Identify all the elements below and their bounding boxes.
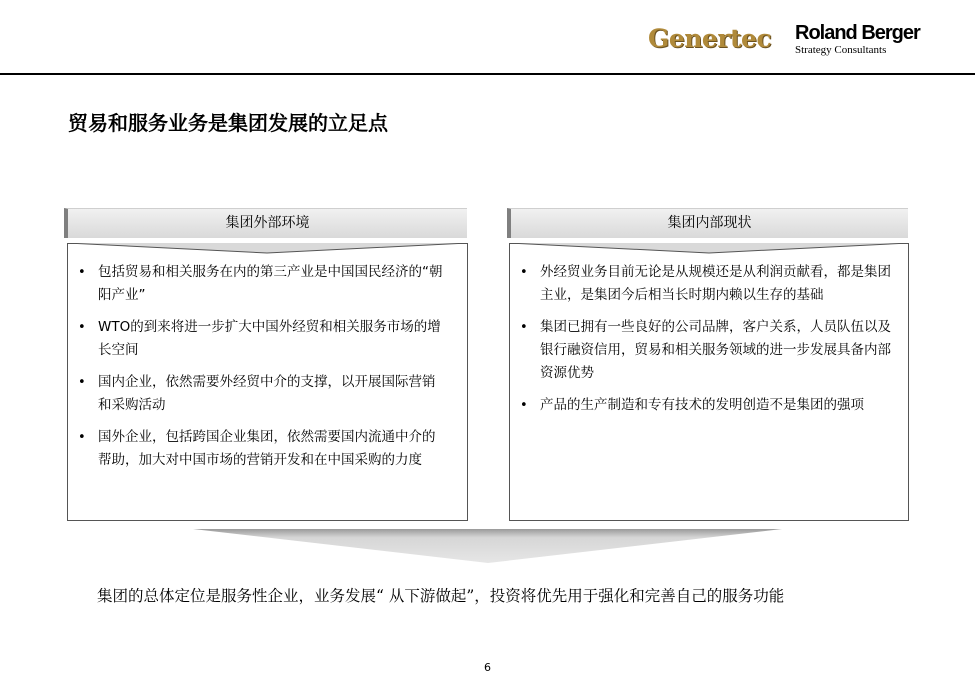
funnel-arrow-shape bbox=[0, 526, 975, 566]
genertec-logo: Genertec bbox=[648, 24, 772, 53]
left-panel-heading: 集团外部环境 bbox=[64, 208, 467, 238]
list-item: • 包括贸易和相关服务在内的第三产业是中国国民经济的“朝阳产业” bbox=[68, 261, 448, 307]
list-item: • 集团已拥有一些良好的公司品牌，客户关系，人员队伍以及银行融资信用，贸易和相关服务领域的进一步发展具备内部资源优势 bbox=[510, 316, 892, 385]
right-panel-list bbox=[510, 261, 892, 426]
left-panel-list bbox=[68, 261, 448, 481]
list-item: • WTO的到来将进一步扩大中国外经贸和相关服务市场的增长空间 bbox=[68, 316, 448, 362]
page-number: 6 bbox=[484, 661, 491, 674]
left-panel-box bbox=[67, 243, 468, 521]
conclusion-text: 集团的总体定位是服务性企业，业务发展“ 从下游做起”，投资将优先用于强化和完善自己的服务功能 bbox=[97, 587, 785, 605]
right-panel-notch bbox=[509, 243, 909, 255]
page-title: 贸易和服务业务是集团发展的立足点 bbox=[68, 111, 388, 135]
list-item: • 外经贸业务目前无论是从规模还是从利润贡献看，都是集团主业，是集团今后相当长时期内赖以生存的基础 bbox=[510, 261, 892, 307]
header-rule bbox=[0, 73, 975, 75]
roland-berger-logo bbox=[795, 22, 920, 56]
list-item: • 国外企业，包括跨国企业集团，依然需要国内流通中介的帮助，加大对中国市场的营销开发和在中国采购的力度 bbox=[68, 426, 448, 472]
list-item: • 国内企业，依然需要外经贸中介的支撑，以开展国际营销和采购活动 bbox=[68, 371, 448, 417]
list-item: • 产品的生产制造和专有技术的发明创造不是集团的强项 bbox=[510, 394, 892, 417]
left-panel-notch bbox=[67, 243, 468, 255]
right-panel-heading: 集团内部现状 bbox=[507, 208, 908, 238]
right-panel-box bbox=[509, 243, 909, 521]
roland-berger-logo-name: Roland Berger bbox=[795, 22, 920, 44]
roland-berger-logo-subtitle: Strategy Consultants bbox=[795, 44, 887, 56]
